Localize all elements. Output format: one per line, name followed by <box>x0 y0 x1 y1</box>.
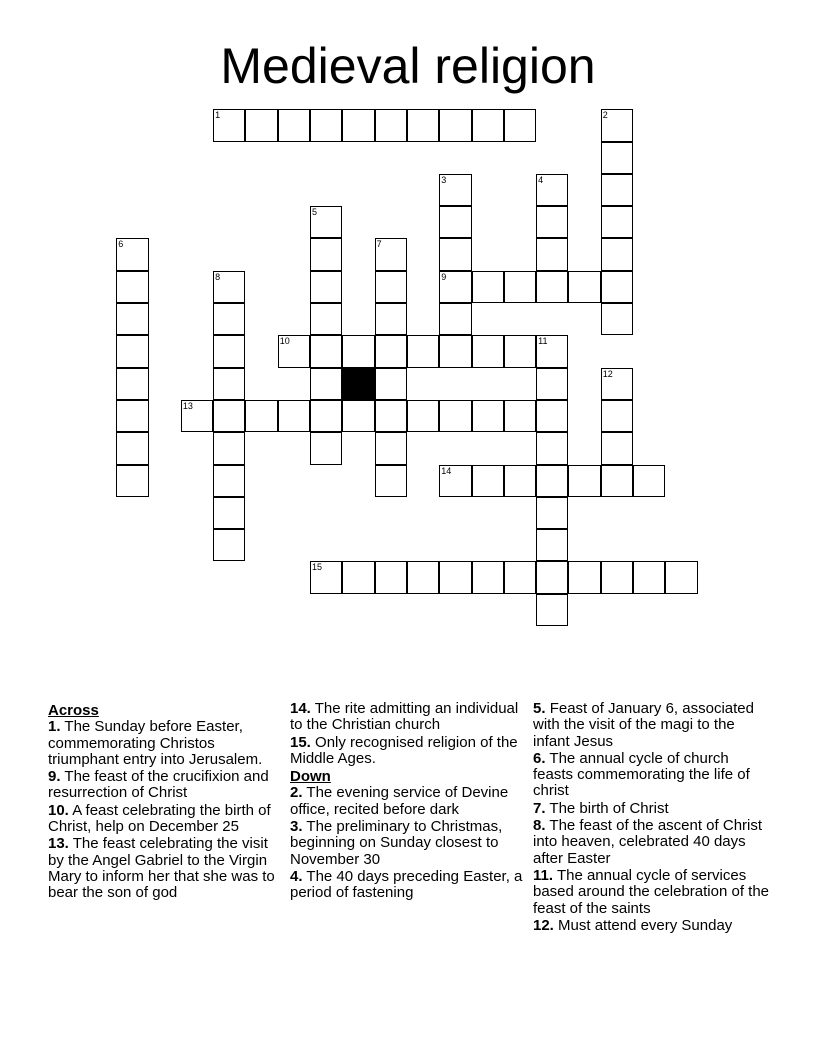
puzzle-title: Medieval religion <box>220 38 596 94</box>
grid-cell[interactable] <box>601 432 633 464</box>
grid-cell[interactable] <box>213 432 245 464</box>
grid-cell[interactable] <box>472 400 504 432</box>
grid-cell[interactable] <box>116 368 148 400</box>
grid-cell[interactable] <box>536 174 568 206</box>
grid-cell[interactable] <box>601 368 633 400</box>
grid-cell[interactable] <box>310 368 342 400</box>
grid-cell[interactable] <box>536 206 568 238</box>
grid-cell[interactable] <box>472 465 504 497</box>
cell-number: 14 <box>441 465 452 476</box>
grid-cell[interactable] <box>407 109 439 141</box>
grid-cell[interactable] <box>504 109 536 141</box>
clue-text: The annual cycle of services based around the celebration of the feast of the saints <box>533 866 770 917</box>
across-clue <box>48 836 286 901</box>
grid-cell[interactable] <box>310 238 342 270</box>
grid-cell[interactable] <box>568 271 600 303</box>
clue-text: The evening service of Devine office, recited before dark <box>290 784 509 818</box>
grid-cell[interactable] <box>375 432 407 464</box>
down-clue <box>290 869 528 902</box>
grid-cell[interactable] <box>536 238 568 270</box>
grid-cell[interactable] <box>439 303 471 335</box>
grid-cell[interactable] <box>633 465 665 497</box>
grid-cell[interactable] <box>601 174 633 206</box>
grid-cell[interactable] <box>439 400 471 432</box>
grid-cell[interactable] <box>310 561 342 593</box>
grid-cell[interactable] <box>601 206 633 238</box>
black-cell <box>342 368 374 400</box>
down-clue <box>533 701 771 750</box>
grid-cell[interactable] <box>310 335 342 367</box>
down-clue <box>290 819 528 868</box>
grid-cell[interactable] <box>472 335 504 367</box>
grid-cell[interactable] <box>536 594 568 626</box>
grid-cell[interactable] <box>536 400 568 432</box>
clue-number: 5. <box>533 700 546 717</box>
grid-cell[interactable] <box>213 529 245 561</box>
grid-cell[interactable] <box>116 271 148 303</box>
cell-number: 1 <box>215 110 221 121</box>
clues-column-2 <box>290 701 528 903</box>
clue-number: 4. <box>290 867 303 885</box>
grid-cell[interactable] <box>439 465 471 497</box>
clue-text: Must attend every Sunday <box>558 916 733 934</box>
clues-column-3 <box>533 701 771 935</box>
grid-cell[interactable] <box>310 206 342 238</box>
grid-cell[interactable] <box>601 400 633 432</box>
grid-cell[interactable] <box>504 561 536 593</box>
grid-cell[interactable] <box>439 238 471 270</box>
grid-cell[interactable] <box>601 238 633 270</box>
grid-cell[interactable] <box>536 465 568 497</box>
across-clue <box>48 803 286 836</box>
grid-cell[interactable] <box>601 561 633 593</box>
clue-number: 8. <box>533 817 546 835</box>
clue-number: 13. <box>48 835 69 853</box>
cell-number: 12 <box>602 368 613 379</box>
grid-cell[interactable] <box>116 303 148 335</box>
grid-cell[interactable] <box>601 465 633 497</box>
grid-cell[interactable] <box>536 368 568 400</box>
grid-cell[interactable] <box>342 400 374 432</box>
grid-cell[interactable] <box>601 142 633 174</box>
clue-text: The preliminary to Christmas, beginning on Sunday closest to November 30 <box>290 818 503 868</box>
cell-number: 4 <box>538 174 544 185</box>
clue-number: 15. <box>290 733 311 751</box>
clue-text: The Sunday before Easter, commemorating Christos triumphant entry into Jerusalem. <box>48 718 263 768</box>
clue-number: 12. <box>533 916 554 934</box>
grid-cell[interactable] <box>407 335 439 367</box>
grid-cell[interactable] <box>439 174 471 206</box>
grid-cell[interactable] <box>245 400 277 432</box>
grid-cell[interactable] <box>472 271 504 303</box>
grid-cell[interactable] <box>375 271 407 303</box>
grid-cell[interactable] <box>213 465 245 497</box>
cell-number: 8 <box>215 271 221 282</box>
clue-number: 11. <box>533 866 554 884</box>
clue-number: 6. <box>533 749 546 767</box>
cell-number: 10 <box>279 336 290 347</box>
clue-text: Feast of January 6, associated with the visit of the magi to the infant Jesus <box>533 700 754 750</box>
cell-number: 9 <box>441 271 447 282</box>
clue-number: 9. <box>48 768 61 786</box>
grid-cell[interactable] <box>439 561 471 593</box>
grid-cell[interactable] <box>375 561 407 593</box>
grid-cell[interactable] <box>116 465 148 497</box>
grid-cell[interactable] <box>601 271 633 303</box>
grid-cell[interactable] <box>601 303 633 335</box>
grid-cell[interactable] <box>310 271 342 303</box>
grid-cell[interactable] <box>342 561 374 593</box>
grid-cell[interactable] <box>407 400 439 432</box>
grid-cell[interactable] <box>504 465 536 497</box>
grid-cell[interactable] <box>213 400 245 432</box>
cell-number: 2 <box>602 110 608 121</box>
grid-cell[interactable] <box>116 335 148 367</box>
grid-cell[interactable] <box>375 109 407 141</box>
grid-cell[interactable] <box>375 335 407 367</box>
grid-cell[interactable] <box>439 206 471 238</box>
down-clue <box>533 801 771 817</box>
grid-cell[interactable] <box>278 109 310 141</box>
cell-number: 3 <box>441 174 447 185</box>
grid-cell[interactable] <box>116 238 148 270</box>
clue-text: The feast of the ascent of Christ into heaven, celebrated 40 days after Easter <box>533 817 763 867</box>
grid-cell[interactable] <box>213 109 245 141</box>
grid-cell[interactable] <box>536 271 568 303</box>
across-clue <box>290 735 528 768</box>
grid-cell[interactable] <box>536 529 568 561</box>
clue-text: The feast celebrating the visit by the Angel Gabriel to the Virgin Mary to inform her that she was to bear the son of god <box>48 835 275 902</box>
grid-cell[interactable] <box>310 432 342 464</box>
cell-number: 13 <box>182 400 193 411</box>
cell-number: 6 <box>118 239 124 250</box>
grid-cell[interactable] <box>536 432 568 464</box>
grid-cell[interactable] <box>504 400 536 432</box>
cell-number: 7 <box>376 239 382 250</box>
across-clue <box>48 769 286 802</box>
grid-cell[interactable] <box>278 335 310 367</box>
clues-column-1 <box>48 701 286 903</box>
cell-number: 5 <box>312 207 318 218</box>
down-heading: Down <box>290 768 331 786</box>
grid-cell[interactable] <box>213 368 245 400</box>
grid-cell[interactable] <box>536 497 568 529</box>
grid-cell[interactable] <box>601 109 633 141</box>
grid-cell[interactable] <box>116 400 148 432</box>
grid-cell[interactable] <box>181 400 213 432</box>
grid-cell[interactable] <box>213 335 245 367</box>
clue-text: The annual cycle of church feasts commemorating the life of christ <box>533 749 750 800</box>
across-clue <box>290 701 528 734</box>
clue-text: The birth of Christ <box>549 799 669 817</box>
clue-text: The rite admitting an individual to the Christian church <box>290 700 519 734</box>
clue-number: 3. <box>290 818 303 836</box>
across-heading: Across <box>48 702 99 719</box>
grid-cell[interactable] <box>245 109 277 141</box>
grid-cell[interactable] <box>310 109 342 141</box>
grid-cell[interactable] <box>375 368 407 400</box>
grid-cell[interactable] <box>568 465 600 497</box>
cell-number: 11 <box>538 336 548 347</box>
grid-cell[interactable] <box>472 109 504 141</box>
grid-cell[interactable] <box>278 400 310 432</box>
grid-cell[interactable] <box>310 303 342 335</box>
cell-number: 15 <box>312 562 323 573</box>
grid-cell[interactable] <box>439 271 471 303</box>
grid-cell[interactable] <box>536 335 568 367</box>
clue-text: Only recognised religion of the Middle Ages. <box>290 733 518 767</box>
clue-text: The feast of the crucifixion and resurrection of Christ <box>48 768 269 802</box>
grid-cell[interactable] <box>213 303 245 335</box>
grid-cell[interactable] <box>375 400 407 432</box>
grid-cell[interactable] <box>439 109 471 141</box>
clue-text: The 40 days preceding Easter, a period of fastening <box>290 867 523 902</box>
clue-number: 2. <box>290 784 303 802</box>
grid-cell[interactable] <box>213 497 245 529</box>
grid-cell[interactable] <box>342 109 374 141</box>
grid-cell[interactable] <box>665 561 697 593</box>
grid-cell[interactable] <box>342 335 374 367</box>
clue-text: A feast celebrating the birth of Christ, help on December 25 <box>48 801 271 836</box>
grid-cell[interactable] <box>375 238 407 270</box>
grid-cell[interactable] <box>504 335 536 367</box>
clue-number: 10. <box>48 801 69 819</box>
clue-number: 1. <box>48 718 61 736</box>
grid-cell[interactable] <box>472 561 504 593</box>
grid-cell[interactable] <box>213 271 245 303</box>
clue-number: 7. <box>533 799 546 817</box>
grid-cell[interactable] <box>375 465 407 497</box>
grid-cell[interactable] <box>536 561 568 593</box>
down-clue <box>533 868 771 917</box>
grid-cell[interactable] <box>633 561 665 593</box>
grid-cell[interactable] <box>116 432 148 464</box>
grid-cell[interactable] <box>310 400 342 432</box>
clue-number: 14. <box>290 700 311 717</box>
across-clue <box>48 719 286 768</box>
grid-cell[interactable] <box>439 335 471 367</box>
down-clue <box>533 918 771 934</box>
grid-cell[interactable] <box>407 561 439 593</box>
grid-cell[interactable] <box>504 271 536 303</box>
grid-cell[interactable] <box>568 561 600 593</box>
down-clue <box>533 751 771 800</box>
grid-cell[interactable] <box>375 303 407 335</box>
down-clue <box>290 785 528 818</box>
down-clue <box>533 818 771 867</box>
